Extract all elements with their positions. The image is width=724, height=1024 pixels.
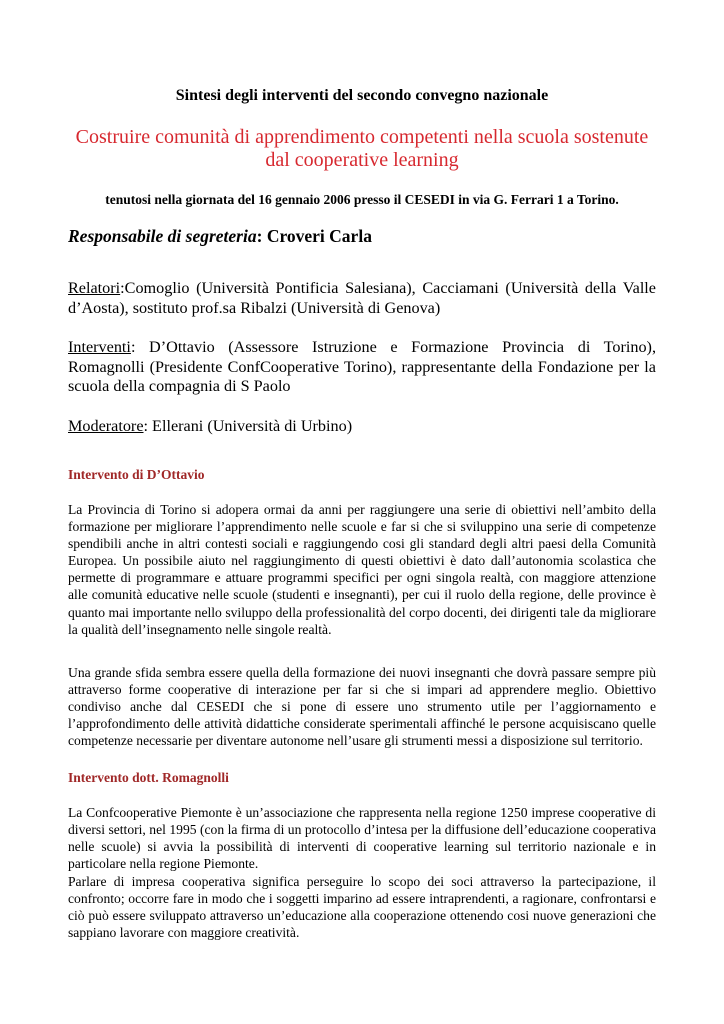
- section1-paragraph-1: La Provincia di Torino si adopera ormai da anni per raggiungere una serie di obiettivi nell’ambito della formazione per migliorare l’apprendimento nelle scuole e far si che si sviluppino una serie di competenze spendibili anche in altri contesti sociali e raggiungendo cosi gli standard degli altri paesi della Comunità Europea. Un possibile aiuto nel raggiungimento di questi obiettivi è dato dall’autonomia scolastica che permette di programmare e attuare programmi specifici per ogni singola realtà, con maggiore attenzione alle comunità educative nelle scuole (studenti e insegnanti), per cui il ruolo della regione, delle province è quanto mai importante nello sviluppo della professionalità del corpo docenti, dei dirigenti tale da migliorare la qualità dell’insegnamento nelle singole realtà.: [68, 502, 656, 637]
- moderatore-text: : Ellerani (Università di Urbino): [143, 417, 353, 435]
- moderatore-label: Moderatore: [68, 417, 144, 435]
- conference-subtitle: Costruire comunità di apprendimento competenti nella scuola sostenute dal cooperative learning: [75, 126, 649, 171]
- interventi-block: [68, 338, 656, 397]
- section-heading-dottavio: Intervento di D’Ottavio: [68, 467, 205, 482]
- moderatore-block: [68, 417, 656, 437]
- section-heading-romagnolli: Intervento dott. Romagnolli: [68, 770, 229, 785]
- segreteria-label: Responsabile di segreteria: [68, 226, 257, 246]
- date-location-line: tenutosi nella giornata del 16 gennaio 2006 presso il CESEDI in via G. Ferrari 1 a Torino.: [105, 192, 619, 207]
- section1-paragraph-2: Una grande sfida sembra essere quella della formazione dei nuovi insegnanti che dovrà passare sempre più attraverso forme cooperative di interazione per far si che si impari ad apprendere meglio. Obiettivo condiviso anche dal CESEDI che si pone di essere uno strumento utile per l’aggiornamento e l’approfondimento delle attività didattiche considerate sperimentali affinché le persone acquisiscano quelle competenze necessarie per diventare autonome nell’usare gli strumenti messi a disposizione sul territorio.: [68, 665, 656, 749]
- interventi-text: : D’Ottavio (Assessore Istruzione e Formazione Provincia di Torino), Romagnolli (Presidente ConfCooperative Torino), rappresentante della Fondazione per la scuola della compagnia di S Paolo: [68, 338, 656, 395]
- relatori-text: :Comoglio (Università Pontificia Salesiana), Cacciamani (Università della Valle d’Aosta), sostituto prof.sa Ribalzi (Università di Genova): [68, 279, 656, 317]
- section2-paragraph-2: Parlare di impresa cooperativa significa perseguire lo scopo dei soci attraverso la partecipazione, il confronto; occorre fare in modo che i soggetti imparino ad essere intraprendenti, a ragionare, confrontarsi e ciò può essere sviluppato attraverso un’educazione alla cooperazione ottenendo cosi nuove generazioni che sappiano lavorare con maggiore creatività.: [68, 874, 656, 941]
- segreteria-separator: :: [256, 226, 267, 246]
- segreteria-name: Croveri Carla: [266, 226, 372, 246]
- segreteria-line: [68, 226, 372, 247]
- document-title: Sintesi degli interventi del secondo convegno nazionale: [175, 87, 549, 104]
- section2-paragraph-1: La Confcooperative Piemonte è un’associazione che rappresenta nella regione 1250 imprese cooperative di diversi settori, nel 1995 (con la firma di un protocollo d’intesa per la diffusione dell’educazione cooperativa nelle scuole) si avvia la possibilità di interventi di cooperative learning sul territorio nazionale e in particolare nella regione Piemonte.: [68, 805, 656, 872]
- relatori-block: [68, 279, 656, 318]
- relatori-label: Relatori: [68, 279, 121, 297]
- interventi-label: Interventi: [68, 338, 131, 356]
